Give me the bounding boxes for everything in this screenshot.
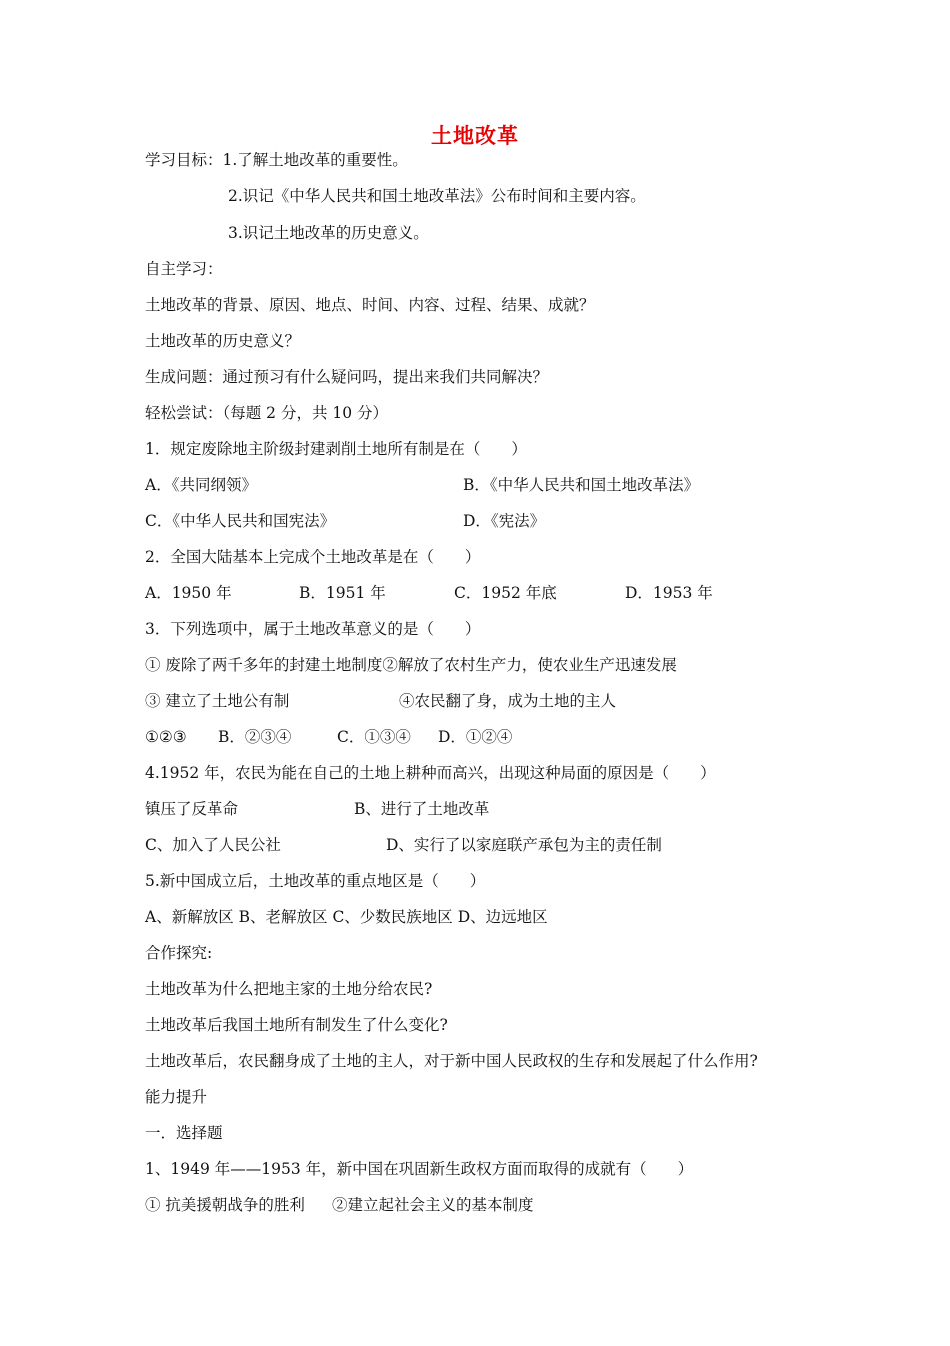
question-2-option-d: D．1953 年 [625,584,713,602]
question-4-option-c: C、加入了人民公社 [145,836,281,854]
self-study-question-1: 土地改革的背景、原因、地点、时间、内容、过程、结果、成就？ [145,296,595,314]
question-1-option-d: D．《宪法》 [463,512,546,530]
self-study-question-2: 土地改革的历史意义？ [145,332,301,350]
question-3-stem: 3．下列选项中，属于土地改革意义的是（ ） [145,620,481,638]
question-1-stem: 1．规定废除地主阶级封建剥削土地所有制是在（ ） [145,440,527,458]
question-1-option-a: A．《共同纲领》 [145,476,257,494]
question-3-option-a: ①②③ [145,728,187,746]
cooperate-question-2: 土地改革后我国土地所有制发生了什么变化? [145,1016,448,1034]
easy-try-heading: 轻松尝试：（每题 2 分，共 10 分） [145,404,389,422]
ability-heading: 能力提升 [145,1088,208,1106]
page-title: 土地改革 [431,124,519,148]
question-4-option-d: D、实行了以家庭联产承包为主的责任制 [386,836,662,854]
question-3-statement-3: ③ 建立了土地公有制 [145,692,290,710]
cooperate-heading: 合作探究: [145,944,213,962]
question-3-option-d: D．①②④ [438,728,513,746]
question-3-statements-3-4 [145,691,785,711]
cooperate-question-3: 土地改革后，农民翻身成了土地的主人，对于新中国人民政权的生存和发展起了什么作用? [145,1052,758,1070]
generate-question: 生成问题：通过预习有什么疑问吗，提出来我们共同解决？ [145,368,549,386]
question-4-stem: 4.1952 年，农民为能在自己的土地上耕种而高兴，出现这种局面的原因是（ ） [145,764,716,782]
ability-question-1-stem: 1、1949 年——1953 年，新中国在巩固新生政权方面而取得的成就有（ ） [145,1160,694,1178]
question-2-option-a: A．1950 年 [145,584,232,602]
goals-row-1 [145,150,408,170]
cooperate-question-1: 土地改革为什么把地主家的土地分给农民? [145,980,433,998]
question-4-options-row-1 [145,799,785,819]
question-3-statement-4: ④农民翻了身，成为土地的主人 [399,692,617,710]
question-4-options-row-2 [145,835,785,855]
question-4-option-a: 镇压了反革命 [145,800,239,818]
question-4-option-b: B、进行了土地改革 [354,800,490,818]
question-5-options: A、新解放区 B、老解放区 C、少数民族地区 D、边远地区 [145,908,548,926]
goal-item-2: 2.识记《中华人民共和国土地改革法》公布时间和主要内容。 [228,187,646,205]
question-1-options-row-2 [145,511,785,531]
choice-section-heading: 一．选择题 [145,1124,223,1142]
ability-question-1-statement-1: ① 抗美援朝战争的胜利 [145,1196,305,1214]
question-2-option-b: B．1951 年 [299,584,386,602]
goals-label: 学习目标： [145,151,223,169]
goal-item-3: 3.识记土地改革的历史意义。 [228,224,429,242]
question-2-option-c: C．1952 年底 [454,584,557,602]
question-3-option-c: C．①③④ [337,728,411,746]
question-2-options [145,583,785,603]
self-study-heading: 自主学习： [145,260,223,278]
goal-item-1: 1.了解土地改革的重要性。 [222,151,408,169]
question-1-option-b: B．《中华人民共和国土地改革法》 [463,476,700,494]
question-1-option-c: C．《中华人民共和国宪法》 [145,512,336,530]
ability-question-1-statement-2: ②建立起社会主义的基本制度 [332,1196,534,1214]
question-5-stem: 5.新中国成立后，土地改革的重点地区是（ ） [145,872,486,890]
question-1-options-row-1 [145,475,785,495]
question-3-option-b: B．②③④ [218,728,292,746]
question-3-statement-1-2: ① 废除了两千多年的封建土地制度②解放了农村生产力，使农业生产迅速发展 [145,656,677,674]
question-3-options [145,727,785,747]
question-2-stem: 2．全国大陆基本上完成个土地改革是在（ ） [145,548,481,566]
ability-question-1-statements [145,1195,785,1215]
